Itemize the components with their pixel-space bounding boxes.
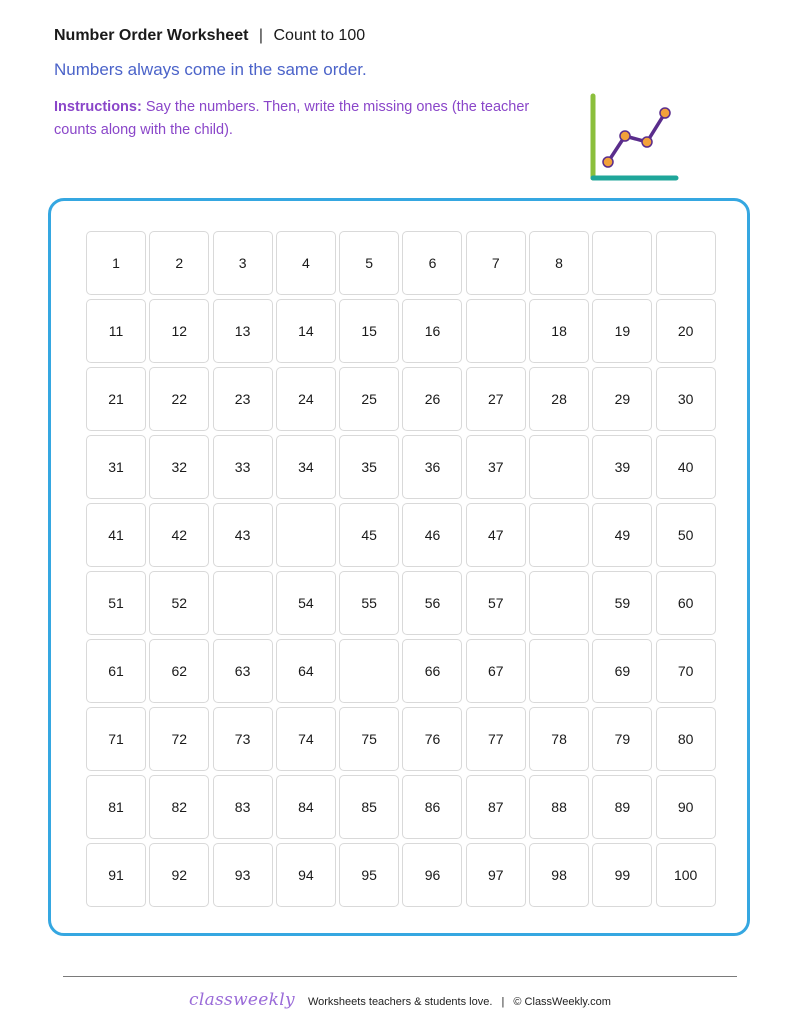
number-cell: 12 bbox=[149, 299, 209, 363]
footer-divider bbox=[63, 976, 737, 977]
number-cell: 87 bbox=[466, 775, 526, 839]
number-cell: 36 bbox=[402, 435, 462, 499]
blank-number-cell[interactable] bbox=[276, 503, 336, 567]
chart-icon-point bbox=[642, 137, 652, 147]
number-cell: 92 bbox=[149, 843, 209, 907]
blank-number-cell[interactable] bbox=[656, 231, 716, 295]
number-cell: 63 bbox=[213, 639, 273, 703]
number-cell: 97 bbox=[466, 843, 526, 907]
number-cell: 78 bbox=[529, 707, 589, 771]
blank-number-cell[interactable] bbox=[529, 503, 589, 567]
number-cell: 3 bbox=[213, 231, 273, 295]
number-cell: 19 bbox=[592, 299, 652, 363]
number-cell: 88 bbox=[529, 775, 589, 839]
number-cell: 86 bbox=[402, 775, 462, 839]
number-cell: 54 bbox=[276, 571, 336, 635]
number-cell: 50 bbox=[656, 503, 716, 567]
number-cell: 94 bbox=[276, 843, 336, 907]
number-cell: 98 bbox=[529, 843, 589, 907]
instructions bbox=[54, 96, 564, 142]
number-cell: 32 bbox=[149, 435, 209, 499]
number-cell: 72 bbox=[149, 707, 209, 771]
number-cell: 46 bbox=[402, 503, 462, 567]
number-cell: 37 bbox=[466, 435, 526, 499]
number-cell: 55 bbox=[339, 571, 399, 635]
blank-number-cell[interactable] bbox=[339, 639, 399, 703]
number-cell: 45 bbox=[339, 503, 399, 567]
number-cell: 22 bbox=[149, 367, 209, 431]
number-cell: 82 bbox=[149, 775, 209, 839]
number-cell: 5 bbox=[339, 231, 399, 295]
instructions-label: Instructions: bbox=[54, 99, 142, 115]
number-cell: 23 bbox=[213, 367, 273, 431]
number-cell: 89 bbox=[592, 775, 652, 839]
number-cell: 47 bbox=[466, 503, 526, 567]
number-cell: 51 bbox=[86, 571, 146, 635]
blank-number-cell[interactable] bbox=[592, 231, 652, 295]
number-cell: 70 bbox=[656, 639, 716, 703]
blank-number-cell[interactable] bbox=[529, 639, 589, 703]
number-cell: 14 bbox=[276, 299, 336, 363]
number-cell: 83 bbox=[213, 775, 273, 839]
number-cell: 79 bbox=[592, 707, 652, 771]
footer-separator: | bbox=[501, 996, 505, 1008]
number-cell: 69 bbox=[592, 639, 652, 703]
number-cell: 75 bbox=[339, 707, 399, 771]
worksheet-subtitle-right: Count to 100 bbox=[273, 27, 366, 44]
number-grid bbox=[86, 231, 716, 907]
worksheet-subtitle: Numbers always come in the same order. bbox=[54, 60, 367, 79]
number-cell: 33 bbox=[213, 435, 273, 499]
number-cell: 41 bbox=[86, 503, 146, 567]
number-cell: 66 bbox=[402, 639, 462, 703]
line-chart-icon bbox=[586, 92, 686, 184]
number-cell: 20 bbox=[656, 299, 716, 363]
number-cell: 4 bbox=[276, 231, 336, 295]
number-cell: 11 bbox=[86, 299, 146, 363]
number-cell: 93 bbox=[213, 843, 273, 907]
number-cell: 6 bbox=[402, 231, 462, 295]
footer bbox=[0, 990, 800, 1010]
number-cell: 34 bbox=[276, 435, 336, 499]
blank-number-cell[interactable] bbox=[529, 435, 589, 499]
blank-number-cell[interactable] bbox=[529, 571, 589, 635]
number-cell: 43 bbox=[213, 503, 273, 567]
worksheet-title: Number Order Worksheet bbox=[54, 27, 249, 44]
number-cell: 73 bbox=[213, 707, 273, 771]
chart-icon-point bbox=[620, 131, 630, 141]
number-cell: 85 bbox=[339, 775, 399, 839]
number-cell: 80 bbox=[656, 707, 716, 771]
number-cell: 26 bbox=[402, 367, 462, 431]
number-cell: 16 bbox=[402, 299, 462, 363]
number-cell: 28 bbox=[529, 367, 589, 431]
number-cell: 35 bbox=[339, 435, 399, 499]
number-cell: 27 bbox=[466, 367, 526, 431]
number-cell: 81 bbox=[86, 775, 146, 839]
number-cell: 100 bbox=[656, 843, 716, 907]
number-cell: 62 bbox=[149, 639, 209, 703]
number-cell: 99 bbox=[592, 843, 652, 907]
number-cell: 42 bbox=[149, 503, 209, 567]
number-cell: 7 bbox=[466, 231, 526, 295]
blank-number-cell[interactable] bbox=[213, 571, 273, 635]
number-cell: 15 bbox=[339, 299, 399, 363]
number-cell: 59 bbox=[592, 571, 652, 635]
number-cell: 77 bbox=[466, 707, 526, 771]
blank-number-cell[interactable] bbox=[466, 299, 526, 363]
number-cell: 91 bbox=[86, 843, 146, 907]
header-separator: | bbox=[258, 27, 264, 44]
brand-logo: classweekly bbox=[189, 990, 295, 1010]
number-cell: 13 bbox=[213, 299, 273, 363]
number-cell: 1 bbox=[86, 231, 146, 295]
number-cell: 95 bbox=[339, 843, 399, 907]
number-cell: 18 bbox=[529, 299, 589, 363]
number-cell: 39 bbox=[592, 435, 652, 499]
number-cell: 96 bbox=[402, 843, 462, 907]
number-cell: 40 bbox=[656, 435, 716, 499]
number-cell: 8 bbox=[529, 231, 589, 295]
number-cell: 29 bbox=[592, 367, 652, 431]
chart-icon-point bbox=[660, 108, 670, 118]
number-cell: 61 bbox=[86, 639, 146, 703]
number-cell: 25 bbox=[339, 367, 399, 431]
number-cell: 2 bbox=[149, 231, 209, 295]
number-cell: 52 bbox=[149, 571, 209, 635]
number-cell: 90 bbox=[656, 775, 716, 839]
number-cell: 67 bbox=[466, 639, 526, 703]
number-cell: 71 bbox=[86, 707, 146, 771]
number-cell: 84 bbox=[276, 775, 336, 839]
number-cell: 60 bbox=[656, 571, 716, 635]
chart-icon-line bbox=[608, 113, 665, 162]
worksheet-header bbox=[54, 26, 365, 46]
number-cell: 49 bbox=[592, 503, 652, 567]
number-cell: 21 bbox=[86, 367, 146, 431]
chart-icon-point bbox=[603, 157, 613, 167]
number-cell: 56 bbox=[402, 571, 462, 635]
number-cell: 30 bbox=[656, 367, 716, 431]
footer-copyright: © ClassWeekly.com bbox=[513, 996, 611, 1008]
instructions-text: Say the numbers. Then, write the missing ones (the teacher counts along with the child). bbox=[54, 99, 530, 138]
footer-tagline: Worksheets teachers & students love. bbox=[307, 996, 493, 1008]
number-cell: 74 bbox=[276, 707, 336, 771]
number-cell: 57 bbox=[466, 571, 526, 635]
number-cell: 76 bbox=[402, 707, 462, 771]
number-cell: 24 bbox=[276, 367, 336, 431]
number-cell: 31 bbox=[86, 435, 146, 499]
number-cell: 64 bbox=[276, 639, 336, 703]
